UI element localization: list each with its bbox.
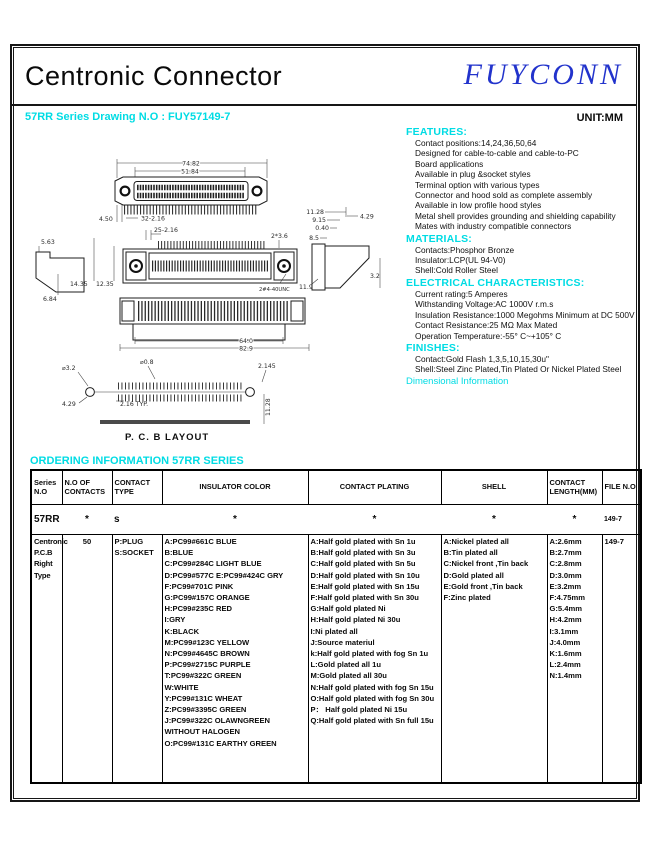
list-item: G:5.4mm xyxy=(549,604,582,614)
list-item: E:Half gold plated with Sn 15u xyxy=(310,581,420,591)
code-length: * xyxy=(547,505,602,535)
list-item: B:2.7mm xyxy=(549,548,582,558)
list-item: N:1.4mm xyxy=(549,671,582,681)
code-contacts: * xyxy=(62,505,112,535)
front-view xyxy=(99,159,267,223)
dim-label: 4.50 xyxy=(99,216,113,223)
dim-label: 2.145 xyxy=(258,363,276,370)
bottom-view xyxy=(120,298,309,353)
list-item: P:PLUG xyxy=(114,537,144,546)
list-item: Shell:Cold Roller Steel xyxy=(415,265,499,276)
features-heading: FEATURES: xyxy=(406,126,468,138)
dim-label: ⌀0.8 xyxy=(140,359,154,366)
dim-label: 25-2.16 xyxy=(154,227,178,234)
list-item: S:SOCKET xyxy=(114,548,154,558)
detail-contact-plating xyxy=(308,535,441,784)
dim-label: 74.82 xyxy=(182,160,200,168)
list-item: Contacts:Phosphor Bronze xyxy=(415,244,515,255)
technical-drawings xyxy=(28,148,403,448)
list-item: M:Gold plated all 30u xyxy=(310,671,387,681)
list-item: H:PC99#235C RED xyxy=(164,604,233,614)
dim-label: 2.16 TYP. xyxy=(120,401,149,408)
detail-contacts: 50 xyxy=(62,535,112,784)
list-item: B:Half gold plated with Sn 3u xyxy=(310,548,416,558)
brand-logo: FUYCONN xyxy=(463,58,623,91)
list-item: Right xyxy=(34,559,53,569)
dim-label: 14.35 xyxy=(70,281,88,288)
list-item: k:Half gold plated with fog Sn 1u xyxy=(310,649,429,659)
list-item: D:Half gold plated with Sn 10u xyxy=(310,570,420,580)
dim-label: 0.40 xyxy=(315,225,329,232)
table-detail-row xyxy=(31,535,641,784)
list-item: Shell:Steel Zinc Plated,Tin Plated Or Nickel Plated Steel xyxy=(415,364,622,375)
detail-shell xyxy=(441,535,547,784)
list-item: Board applications xyxy=(415,158,484,169)
finishes-heading: FINISHES: xyxy=(406,341,460,354)
list-item: Operation Temperature:-55° C~+105° C xyxy=(415,330,562,341)
list-item: I:3.1mm xyxy=(549,626,579,636)
code-type: s xyxy=(112,505,162,535)
list-item: G:PC99#157C ORANGE xyxy=(164,593,250,603)
electrical-list xyxy=(406,289,637,341)
list-item: T:PC99#322C GREEN xyxy=(164,671,242,681)
list-item: F:Zinc plated xyxy=(443,593,491,603)
col-header-series: Series N.O xyxy=(31,470,62,505)
code-plating: * xyxy=(308,505,441,535)
list-item: J:PC99#322C OLAWNGREEN WITHOUT HALOGEN xyxy=(164,716,271,737)
list-item: C:2.8mm xyxy=(549,559,582,569)
list-item: L:2.4mm xyxy=(549,660,581,670)
list-item: E:3.2mm xyxy=(549,581,582,591)
list-item: C:Half gold plated with Sn 5u xyxy=(310,559,416,569)
list-item: B:Tin plated all xyxy=(443,548,498,558)
electrical-heading: ELECTRICAL CHARACTERISTICS: xyxy=(406,276,585,289)
col-header-shell: SHELL xyxy=(441,470,547,505)
list-item: C:Nickel front ,Tin back xyxy=(443,559,529,569)
code-insulator: * xyxy=(162,505,308,535)
dim-label: 2*3.6 xyxy=(271,233,288,240)
col-header-contacts: N.O OF CONTACTS xyxy=(62,470,112,505)
dimensional-information-label: Dimensional Information xyxy=(406,375,509,387)
list-item: I:Ni plated all xyxy=(310,626,358,636)
list-item: Z:PC99#3395C GREEN xyxy=(164,705,247,715)
dim-label: 64.0 xyxy=(239,338,253,345)
list-item: A:2.6mm xyxy=(549,537,582,546)
header-divider xyxy=(12,104,636,106)
list-item: L:Gold plated all 1u xyxy=(310,660,381,670)
detail-series xyxy=(31,535,68,784)
list-item: M:PC99#123C YELLOW xyxy=(164,637,250,647)
dim-label: 11.9 xyxy=(299,284,313,291)
list-item: Available in low profile hood styles xyxy=(415,200,542,211)
page-title: Centronic Connector xyxy=(25,61,283,91)
detail-contact-length xyxy=(547,535,602,784)
list-item: P.C.B xyxy=(34,548,53,558)
list-item: J:Source materiul xyxy=(310,637,375,647)
list-item: F:Half gold plated with Sn 30u xyxy=(310,593,419,603)
col-header-insulator-color: INSULATOR COLOR xyxy=(162,470,308,505)
spec-sections xyxy=(406,125,637,387)
list-item: O:Half gold plated with fog Sn 30u xyxy=(310,693,435,703)
list-item: P:PC99#2715C PURPLE xyxy=(164,660,251,670)
dim-label: 51.84 xyxy=(181,168,199,176)
list-item: A:Half gold plated with Sn 1u xyxy=(310,537,416,546)
list-item: Q:Half gold plated with Sn full 15u xyxy=(310,716,434,726)
col-header-file-no: FILE N.O xyxy=(602,470,641,505)
list-item: I:GRY xyxy=(164,615,186,625)
dim-label: 12.35 xyxy=(96,281,114,288)
list-item: Metal shell provides grounding and shielding capability xyxy=(415,210,616,221)
materials-heading: MATERIALS: xyxy=(406,232,472,245)
list-item: F:4.75mm xyxy=(549,593,585,603)
code-file-no: 149-7 xyxy=(602,505,641,535)
series-drawing-number: 57RR Series Drawing N.O : FUY57149-7 xyxy=(25,111,231,123)
list-item: Connector and hood sold as complete assembly xyxy=(415,190,593,201)
list-item: Designed for cable-to-cable and cable-to-PC xyxy=(415,148,579,159)
code-shell: * xyxy=(441,505,547,535)
col-header-contact-plating: CONTACT PLATING xyxy=(308,470,441,505)
list-item: K:1.6mm xyxy=(549,649,582,659)
list-item: P： Half gold plated Ni 15u xyxy=(310,705,408,715)
list-item: Available in plug &socket styles xyxy=(415,169,531,180)
dim-label: 9.15 xyxy=(312,217,326,224)
list-item: Contact Resistance:25 MΩ Max Mated xyxy=(415,320,558,331)
table-header-row xyxy=(31,470,641,505)
col-header-contact-length: CONTACT LENGTH(MM) xyxy=(547,470,602,505)
list-item: D:Gold plated all xyxy=(443,570,504,580)
dim-label: 5.63 xyxy=(41,239,55,246)
ordering-table xyxy=(30,469,642,784)
dim-label: 32-2.16 xyxy=(141,215,165,223)
list-item: N:Half gold plated with fog Sn 15u xyxy=(310,682,434,692)
materials-list xyxy=(406,245,637,276)
list-item: E:Gold front ,Tin back xyxy=(443,581,523,591)
side-view-left xyxy=(36,238,114,303)
list-item: W:WHITE xyxy=(164,682,199,692)
col-header-contact-type: CONTACT TYPE xyxy=(112,470,162,505)
finishes-list xyxy=(406,354,637,375)
list-item: Y:PC99#131C WHEAT xyxy=(164,693,243,703)
side-view-right xyxy=(299,207,380,291)
code-series: 57RR xyxy=(31,505,62,535)
list-item: D:PC99#577C E:PC99#424C GRY xyxy=(164,570,284,580)
list-item: K:BLACK xyxy=(164,626,200,636)
dim-label: ⌀3.2 xyxy=(62,365,76,372)
dim-label: 82.9 xyxy=(239,345,253,353)
list-item: J:4.0mm xyxy=(549,637,581,647)
list-item: N:PC99#4645C BROWN xyxy=(164,649,250,659)
list-item: Contact positions:14,24,36,50,64 xyxy=(415,138,537,148)
dim-label: 11.28 xyxy=(306,209,324,216)
pcb-layout-label: P. C. B LAYOUT xyxy=(125,432,210,443)
list-item: Terminal option with various types xyxy=(415,179,540,190)
dim-label: 4.29 xyxy=(62,401,76,408)
list-item: Insulator:LCP(UL 94-V0) xyxy=(415,255,506,266)
ordering-information-heading: ORDERING INFORMATION 57RR SERIES xyxy=(30,455,244,467)
dim-label: 6.84 xyxy=(43,296,57,303)
list-item: D:3.0mm xyxy=(549,570,582,580)
detail-file-no: 149-7 xyxy=(602,535,641,784)
dim-label: 2#4-40UNC xyxy=(259,287,290,293)
table-code-row xyxy=(31,505,641,535)
list-item: C:PC99#284C LIGHT BLUE xyxy=(164,559,262,569)
list-item: H:Half gold plated Ni 30u xyxy=(310,615,401,625)
list-item: F:PC99#701C PINK xyxy=(164,581,234,591)
list-item: Mates with industry compatible connectors xyxy=(415,221,572,232)
list-item: Insulation Resistance:1000 Megohms Minimum at DC 500V xyxy=(415,309,635,320)
unit-label: UNIT:MM xyxy=(576,112,623,124)
dim-label: 3.2 xyxy=(370,273,380,280)
list-item: H:4.2mm xyxy=(549,615,582,625)
list-item: G:Half gold plated Ni xyxy=(310,604,386,614)
detail-type xyxy=(112,535,162,784)
list-item: A:Nickel plated all xyxy=(443,537,509,546)
list-item: Contact:Gold Flash 1,3,5,10,15,30u" xyxy=(415,353,549,364)
rear-view xyxy=(123,227,297,293)
list-item: Current rating:5 Amperes xyxy=(415,288,508,299)
list-item: O:PC99#131C EARTHY GREEN xyxy=(164,738,277,748)
dim-label: 4.29 xyxy=(360,213,374,221)
list-item: A:PC99#661C BLUE xyxy=(164,537,237,546)
dim-label: 8.5 xyxy=(309,235,319,242)
detail-insulator-color xyxy=(162,535,308,784)
list-item: Centronic xyxy=(34,537,68,546)
list-item: Type xyxy=(34,570,51,580)
features-list xyxy=(406,138,637,232)
dim-label: 11.28 xyxy=(265,398,272,416)
list-item: B:BLUE xyxy=(164,548,194,558)
pcb-layout xyxy=(62,359,276,443)
list-item: Withstanding Voltage:AC 1000V r.m.s xyxy=(415,299,554,310)
